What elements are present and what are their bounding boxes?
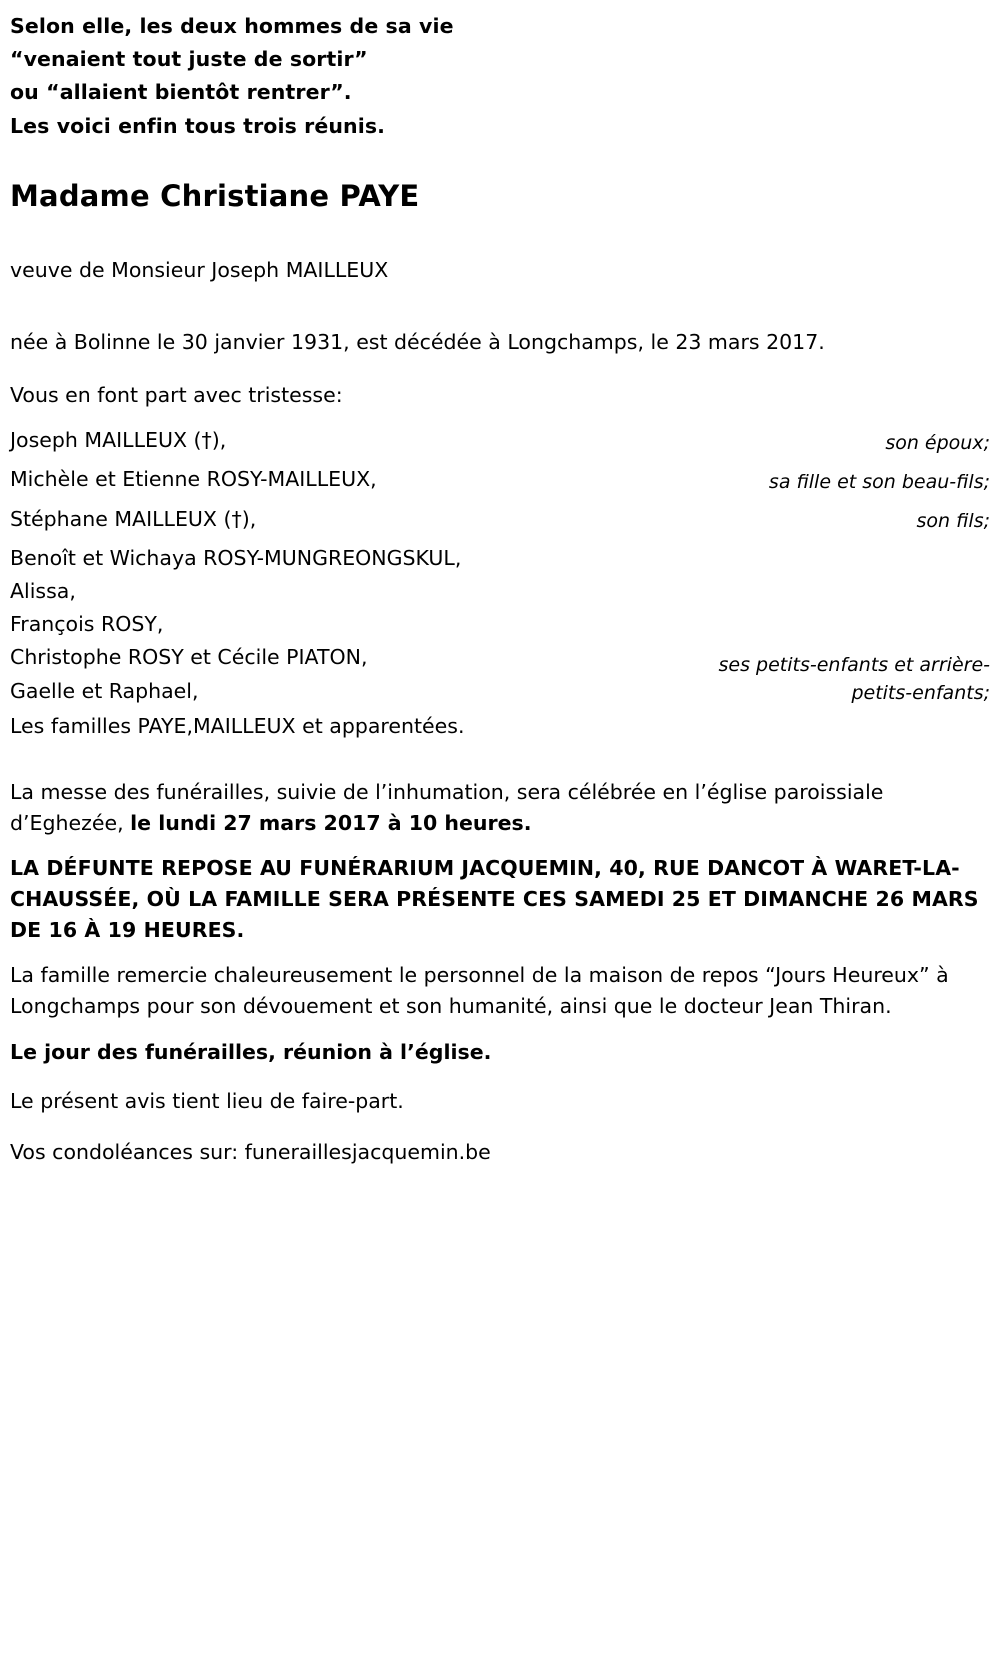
deceased-name: Madame Christiane PAYE (10, 178, 420, 213)
relative-relation: son époux; (885, 431, 990, 454)
relative-names (10, 424, 246, 457)
relative-relation: son fils; (916, 510, 990, 533)
reunion-line: Le jour des funérailles, réunion à l’église. (10, 1039, 492, 1064)
announcement-line: Vous en font part avec tristesse: (10, 383, 343, 408)
condolences-line: Vos condoléances sur: funeraillesjacquemin.be (10, 1139, 491, 1164)
relative-relation: ses petits-enfants et arrière-petits-enfants; (718, 653, 990, 705)
relative-name: Joseph MAILLEUX (†), (10, 428, 227, 453)
relative-name: Stéphane MAILLEUX (†), (10, 506, 257, 531)
repose-location: LA DÉFUNTE REPOSE AU FUNÉRARIUM JACQUEMIN, 40, RUE DANCOT À WARET-LA-CHAUSSÉE, OÙ LA FAMILLE SERA PRÉSENTE CES SAMEDI 25 ET DIMANCHE 26 MARS DE 16 À 19 HEURES. (10, 855, 979, 943)
faire-part-line: Le présent avis tient lieu de faire-part. (10, 1088, 404, 1113)
relative-entry (10, 503, 990, 536)
intro-quote (10, 10, 990, 143)
relative-name: François ROSY, (10, 612, 164, 637)
relative-name: Alissa, (10, 578, 76, 603)
thanks-paragraph: La famille remercie chaleureusement le personnel de la maison de repos “Jours Heureux” à Longchamps pour son dévouement et son humanité, ainsi que le docteur Jean Thiran. (10, 963, 949, 1019)
relative-entry (10, 424, 990, 457)
intro-line-4: Les voici enfin tous trois réunis. (10, 113, 386, 138)
mass-datetime: le lundi 27 mars 2017 à 10 heures. (130, 810, 532, 835)
relative-names (10, 463, 397, 496)
relative-name: Gaelle et Raphael, (10, 678, 199, 703)
mass-details (10, 777, 990, 839)
relative-names (10, 503, 276, 536)
relative-name: Michèle et Etienne ROSY-MAILLEUX, (10, 467, 377, 492)
relative-name: Benoît et Wichaya ROSY-MUNGREONGSKUL, (10, 545, 462, 570)
relative-relation: sa fille et son beau-fils; (768, 471, 990, 494)
relative-entry (10, 463, 990, 496)
mass-text: La messe des funérailles, suivie de l’inhumation, sera célébrée en l’église paroissiale d’Eghezée, (10, 779, 884, 835)
relative-name: Christophe ROSY et Cécile PIATON, (10, 645, 368, 670)
relatives-list (10, 424, 990, 708)
intro-line-2: “venaient tout juste de sortir” (10, 47, 368, 72)
intro-line-1: Selon elle, les deux hommes de sa vie (10, 14, 454, 38)
spouse-of-line: veuve de Monsieur Joseph MAILLEUX (10, 257, 389, 282)
relative-names (10, 542, 481, 708)
intro-line-3: ou “allaient bientôt rentrer”. (10, 80, 352, 105)
families-line: Les familles PAYE,MAILLEUX et apparentées. (10, 713, 465, 738)
relative-entry (10, 542, 990, 708)
birth-death-line: née à Bolinne le 30 janvier 1931, est décédée à Longchamps, le 23 mars 2017. (10, 329, 825, 354)
